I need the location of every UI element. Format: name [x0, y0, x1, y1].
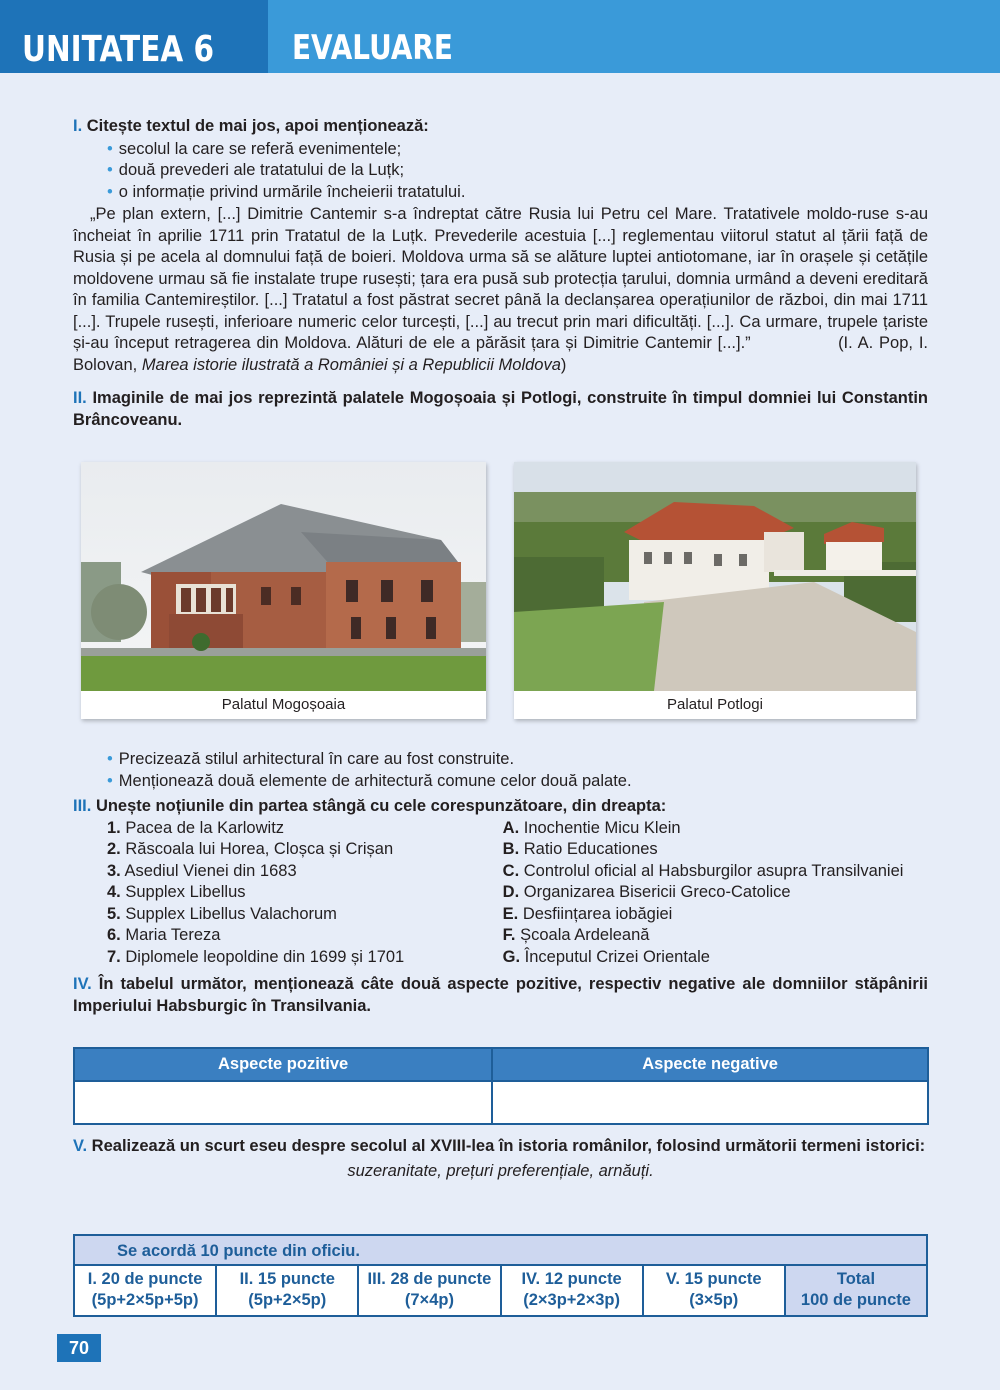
score-cell: IV. 12 puncte (2×3p+2×3p)	[502, 1266, 644, 1315]
column-header-positive: Aspecte pozitive	[74, 1048, 492, 1081]
score-cell: II. 15 puncte (5p+2×5p)	[217, 1266, 359, 1315]
bullet-icon: •	[107, 750, 113, 768]
question-4: IV. În tabelul următor, menționează câte două aspecte pozitive, respectiv negative ale domniilor stăpânirii Imperiului Habsburgic în Transilvania.	[73, 975, 928, 1015]
bullet-icon: •	[107, 771, 113, 790]
aspects-table	[73, 1047, 929, 1125]
source-title: Marea istorie ilustrată a României și a Republicii Moldova	[141, 355, 561, 374]
list-item: 2. Răscoala lui Horea, Cloșca și Crișan	[107, 840, 394, 858]
bullet-icon: •	[107, 182, 113, 201]
list-item: 5. Supplex Libellus Valachorum	[107, 904, 337, 923]
left-column	[107, 818, 503, 969]
list-item: • Precizează stilul arhitectural în care au fost construite.	[107, 750, 515, 768]
photo-mogosoaia	[81, 462, 486, 719]
mogosoaia-palace-image	[81, 462, 486, 691]
list-item: 3. Asediul Vienei din 1683	[107, 861, 297, 880]
score-cell: III. 28 de puncte (7×4p)	[359, 1266, 501, 1315]
list-item: 7. Diplomele leopoldine din 1699 și 1701	[107, 947, 405, 966]
section-title: EVALUARE	[268, 0, 1000, 73]
right-column	[503, 818, 928, 969]
question-number: I.	[73, 117, 83, 135]
list-item: B. Ratio Educationes	[502, 840, 658, 858]
matching-list	[107, 818, 928, 969]
photo-caption: Palatul Mogoșoaia	[221, 696, 346, 713]
bullet-icon: •	[107, 139, 113, 158]
bullet-list	[107, 139, 928, 204]
list-item: • două prevederi ale tratatului de la Luțk;	[107, 161, 405, 179]
list-item: A. Inochentie Micu Klein	[502, 818, 681, 837]
list-item: 1. Pacea de la Karlowitz	[107, 818, 285, 837]
scoring-table	[73, 1234, 928, 1317]
question-1	[73, 116, 928, 376]
content	[73, 116, 928, 431]
photo-caption: Palatul Potlogi	[667, 696, 763, 713]
page-number: 70	[57, 1334, 101, 1362]
photo-potlogi	[514, 462, 916, 719]
list-item: C. Controlul oficial al Habsburgilor asupra Transilvaniei	[502, 861, 904, 880]
essay-terms: suzeranitate, prețuri preferențiale, arnăuți.	[347, 1161, 654, 1180]
question-2: II. Imaginile de mai jos reprezintă palatele Mogoșoaia și Potlogi, construite în timpul domniei lui Constantin Brâncoveanu.	[73, 389, 929, 429]
source-quote: „Pe plan extern, [...] Dimitrie Cantemir s-a îndreptat către Rusia lui Petru cel Mare. Tratativele moldo-ruse s-au încheiat în aprilie 1711 prin Tratatul de la Luțk. Prevederile acestuia [...] reglementau viitorul statut al țării față de Rusia și pe acela al domnului față de boieri. Moldova urma să se alăture luptei antiotomane, iar în orașele și cetățile moldovene urmau să fie instalate trupe rusești; țara era pusă sub protecția țarului, domnia urmând a deveni ereditară în familia Cantemireștilor. [...] Tratatul a fost păstrat secret până la declanșarea operațiunilor de război, din mai 1711 [...]. Trupele rusești, inferioare numeric celor turcești, [...] au trecut prin mari dificultăți. [...]. Ca urmare, trupele țariste și-au început retragerea din Moldova. Alături de ele a părăsit țara și Dimitrie Cantemir [...].” (I. A. Pop, I. Bolovan, Marea istorie ilustrată a României și a Republicii Moldova)	[73, 205, 928, 374]
column-header-negative: Aspecte negative	[492, 1048, 928, 1081]
source-authors: (I. A. Pop, I. Bolovan,	[73, 334, 928, 374]
question-title: Citește textul de mai jos, apoi menționează:	[86, 117, 429, 135]
potlogi-palace-image	[514, 462, 916, 691]
score-total-cell: Total 100 de puncte	[786, 1266, 926, 1315]
bullet-list	[107, 749, 928, 792]
list-item: • Menționează două elemente de arhitectură comune celor două palate.	[107, 771, 632, 790]
list-item: F. Școala Ardeleană	[502, 926, 650, 944]
answer-cell-positive[interactable]	[74, 1081, 492, 1124]
list-item: E. Desființarea iobăgiei	[502, 904, 673, 923]
scoring-header: Se acordă 10 puncte din oficiu.	[75, 1236, 926, 1266]
answer-cell-negative[interactable]	[492, 1081, 928, 1124]
content-lower	[73, 748, 928, 1017]
question-3: III. Unește noțiunile din partea stângă cu cele corespunzătoare, din dreapta: 1. Pacea de la Karlowitz 2. Răscoala lui Horea, Cloșca și Crișan 3. Asediul Vienei din 1683 4. Supplex Libellus 5. Supplex Libellus Valachorum 6. Maria Tereza 7. Diplomele leopoldine din 1699 și 1701 A. Inochentie Micu Klein B. Ratio Educationes C. Controlul oficial al Habsburgilor asupra Transilvaniei D. Organizarea Bisericii Greco-Catolice E. Desființarea iobăgiei F. Școala Ardeleană G. Începutul Crizei Orientale	[73, 796, 928, 968]
list-item: G. Începutul Crizei Orientale	[502, 947, 710, 966]
list-item: D. Organizarea Bisericii Greco-Catolice	[502, 883, 791, 901]
score-cell: I. 20 de puncte (5p+2×5p+5p)	[75, 1266, 217, 1315]
unit-title: UNITATEA 6	[0, 0, 268, 73]
list-item: • secolul la care se referă evenimentele;	[107, 139, 402, 158]
list-item: • o informație privind urmările încheierii tratatului.	[107, 182, 466, 201]
score-cell: V. 15 puncte (3×5p)	[644, 1266, 786, 1315]
list-item: 4. Supplex Libellus	[107, 883, 246, 901]
bullet-icon: •	[107, 161, 113, 179]
list-item: 6. Maria Tereza	[107, 926, 221, 944]
question-5: V. Realizează un scurt eseu despre secolul al XVIII-lea în istoria românilor, folosind următorii termeni istorici: suzeranitate, prețuri preferențiale, arnăuți.	[73, 1136, 928, 1182]
